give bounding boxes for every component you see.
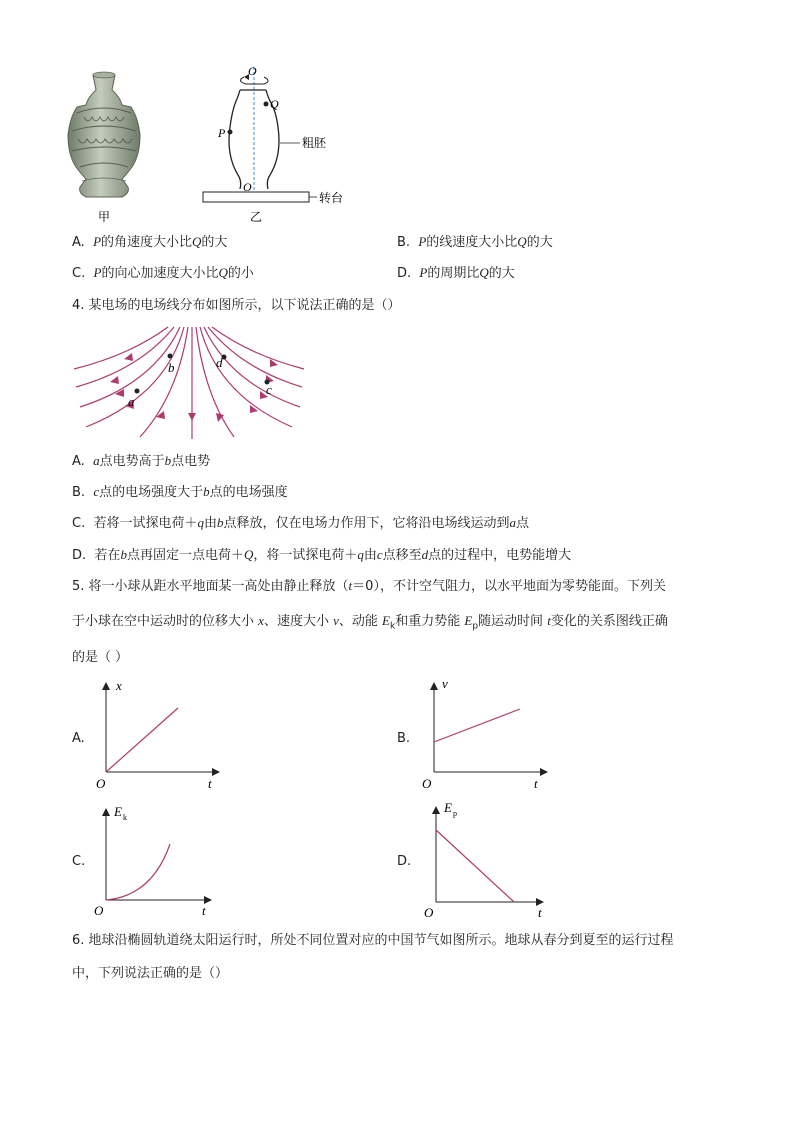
- vase-figure: [60, 55, 350, 230]
- q5-graph-a-origin: O: [96, 776, 106, 791]
- q5-stem-line3: 的是（ ）: [72, 650, 129, 665]
- q5-graph-b-ylabel: v: [442, 676, 448, 691]
- q5-graph-b-letter: B.: [397, 731, 411, 746]
- field-arrowheads: [110, 353, 278, 422]
- q5-graph-a-curve: [106, 708, 178, 772]
- q5-graph-a-xlabel: t: [208, 776, 212, 791]
- q5-graph-a-ylabel: x: [116, 678, 122, 693]
- fig-label-pi: 粗胚: [302, 136, 327, 150]
- field-point-a: a: [128, 394, 135, 409]
- q4-option-a: A. a点电势高于b点电势: [72, 453, 211, 469]
- q5-graph-b-xlabel: t: [534, 776, 538, 791]
- q5-graph-d-origin: O: [424, 905, 434, 920]
- q5-graph-b-origin: O: [422, 776, 432, 791]
- q4-option-c: C. 若将一试探电荷＋q由b点释放，仅在电场力作用下，它将沿电场线运动到a点: [72, 515, 530, 531]
- q5-graph-c-ysub: k: [123, 813, 127, 822]
- field-point-c: c: [266, 382, 272, 397]
- q5-graph-a-letter: A.: [72, 731, 85, 746]
- fig-label-yi: 乙: [250, 210, 263, 224]
- q5-graph-c-origin: O: [94, 903, 104, 918]
- q5-graph-c-curve: [106, 844, 170, 900]
- q6-stem-line2: 中，下列说法正确的是（）: [72, 966, 229, 981]
- q3-option-d: D. P的周期比Q的大: [397, 265, 515, 281]
- q5-graph-d-letter: D.: [397, 854, 412, 869]
- electric-field-figure: [70, 325, 310, 440]
- fig-label-Q: Q: [270, 97, 279, 111]
- fig-label-P: P: [218, 126, 226, 140]
- fig-label-O-bottom: O: [243, 180, 252, 194]
- q5-graph-a: [92, 676, 222, 794]
- q5-graph-d-ysub: p: [453, 809, 457, 818]
- q5-stem-line1: 5. 将一小球从距水平地面某一高处由静止释放（t＝0），不计空气阻力，以水平地面为零势能面。下列关: [72, 578, 666, 594]
- q5-graph-c-xlabel: t: [202, 903, 206, 918]
- q5-graph-d: [422, 800, 552, 920]
- q5-stem-line2: 于小球在空中运动时的位移大小 x、速度大小 v、动能 $E_k$和重力势能 $E_p$随运动时间 t变化的关系图线正确: [72, 613, 668, 632]
- q5-graph-b: [420, 676, 550, 794]
- q5-graph-d-curve: [436, 830, 514, 902]
- q4-option-b: B. c点的电场强度大于b点的电场强度: [72, 484, 288, 500]
- vase-photo: [68, 72, 140, 197]
- fig-label-O-top: O: [248, 64, 257, 78]
- fig-label-jia: 甲: [98, 210, 111, 224]
- q3-option-c: C. P的向心加速度大小比Q的小: [72, 265, 254, 281]
- q6-stem-line1: 6. 地球沿椭圆轨道绕太阳运行时，所处不同位置对应的中国节气如图所示。地球从春分到夏至的运行过程: [72, 933, 674, 948]
- q5-graph-d-xlabel: t: [538, 905, 542, 920]
- q5-graph-c: [92, 800, 222, 920]
- q5-graph-c-ylabel: E: [114, 804, 122, 819]
- q5-graph-d-ylabel: E: [444, 800, 452, 815]
- q4-stem: 4. 某电场的电场线分布如图所示，以下说法正确的是（）: [72, 298, 401, 313]
- field-point-d: d: [216, 355, 223, 370]
- q3-option-b: B. P的线速度大小比Q的大: [397, 234, 553, 250]
- field-point-b: b: [168, 360, 175, 375]
- q3-option-a: A. P的角速度大小比Q的大: [72, 234, 228, 250]
- fig-label-turntable: 转台: [319, 191, 344, 205]
- q5-graph-c-letter: C.: [72, 854, 86, 869]
- q5-graph-b-curve: [434, 709, 520, 742]
- q4-option-d: D. 若在b点再固定一点电荷＋Q，将一试探电荷＋q由c点移至d点的过程中，电势能增大: [72, 547, 572, 563]
